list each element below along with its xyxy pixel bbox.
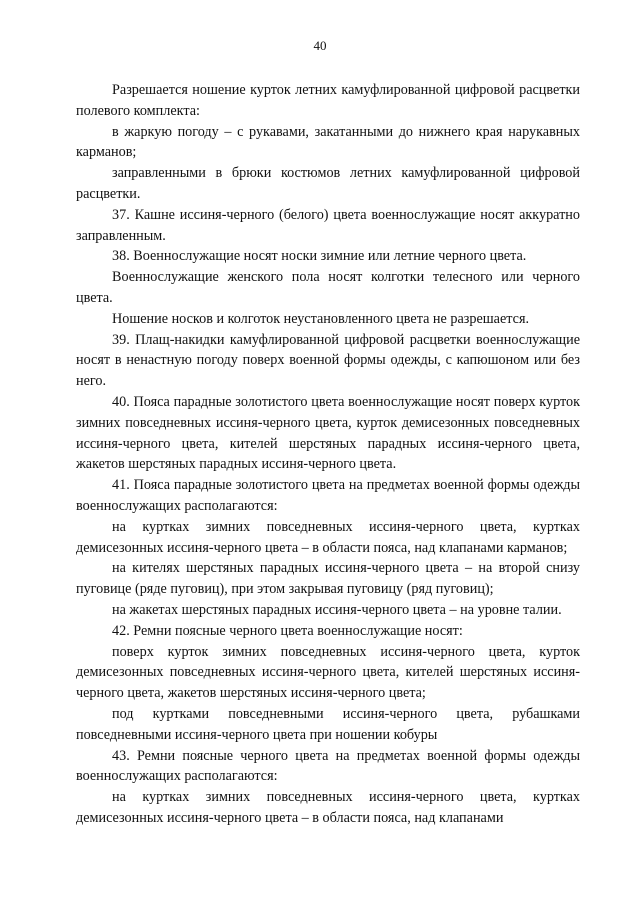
paragraph: под куртками повседневными иссиня-черного цвета, рубашками повседневными иссиня-черного цвета при ношении кобуры: [76, 705, 580, 743]
paragraph: Военнослужащие женского пола носят колготки телесного или черного цвета.: [76, 269, 580, 306]
paragraph-item-42: 42. Ремни поясные черного цвета военнослужащие носят:: [112, 622, 463, 639]
paragraph: поверх курток зимних повседневных иссиня-черного цвета, курток демисезонных повседневных иссиня-черного цвета, кителей шерстяных иссиня-черного цвета, жакетов шерстяных иссиня-черного цвета;: [76, 643, 580, 702]
paragraph: на жакетах шерстяных парадных иссиня-черного цвета – на уровне талии.: [112, 601, 562, 618]
paragraph-item-41: 41. Пояса парадные золотистого цвета на предметах военной формы одежды военнослужащих располагаются:: [76, 477, 580, 514]
page-number: 40: [313, 38, 327, 53]
paragraph: на куртках зимних повседневных иссиня-черного цвета, куртках демисезонных иссиня-черного цвета – в области пояса, над клапанами карманов;: [76, 518, 580, 556]
paragraph-item-38: 38. Военнослужащие носят носки зимние или летние черного цвета.: [112, 248, 527, 265]
paragraph-item-40: 40. Пояса парадные золотистого цвета военнослужащие носят поверх курток зимних повседневных иссиня-черного цвета, курток демисезонных повседневных иссиня-черного цвета, кителей шерстяных парадных иссиня-черного цвета, жакетов шерстяных парадных иссиня-черного цвета.: [76, 393, 580, 473]
paragraph: заправленными в брюки костюмов летних камуфлированной цифровой расцветки.: [76, 165, 580, 202]
paragraph: на кителях шерстяных парадных иссиня-черного цвета – на второй снизу пуговице (ряде пуговиц), при этом закрывая пуговицу (ряд пуговиц);: [76, 560, 580, 598]
paragraph: Разрешается ношение курток летних камуфлированной цифровой расцветки полевого комплекта:: [76, 82, 580, 119]
paragraph-item-39: 39. Плащ-накидки камуфлированной цифровой расцветки военнослужащие носят в ненастную погоду поверх военной формы одежды, с капюшоном или без него.: [76, 331, 580, 390]
paragraph: Ношение носков и колготок неустановленного цвета не разрешается.: [112, 310, 530, 327]
document-body: [76, 80, 580, 829]
paragraph-item-37: 37. Кашне иссиня-черного (белого) цвета военнослужащие носят аккуратно заправленным.: [76, 206, 580, 244]
paragraph: в жаркую погоду – с рукавами, закатанными до нижнего края нарукавных карманов;: [76, 123, 580, 161]
paragraph-item-43: 43. Ремни поясные черного цвета на предметах военной формы одежды военнослужащих располагаются:: [76, 747, 580, 785]
paragraph: на куртках зимних повседневных иссиня-черного цвета, куртках демисезонных иссиня-черного цвета – в области пояса, над клапанами: [76, 789, 580, 826]
